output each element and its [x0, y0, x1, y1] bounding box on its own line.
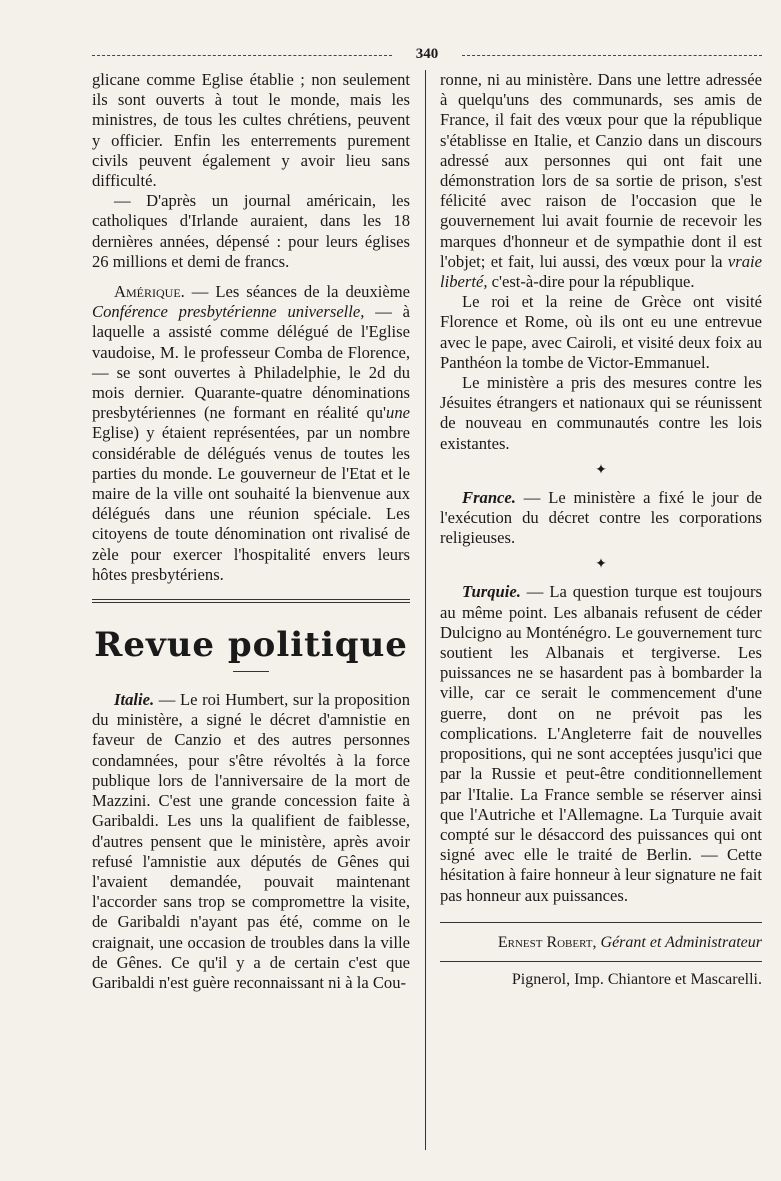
amerique-text-2: — à laquelle a assisté comme délégué de l'Eglise vaudoise, M. le professeur Comba de Florence, — se sont ouvertes à Philadelphie, le 2d du mois dernier. Quarante-quatre dénominations presbytériennes (ne formant en réalité qu': [92, 302, 410, 423]
signature-name: Ernest Robert,: [497, 933, 597, 951]
paragraph-eglise: glicane comme Eglise établie ; non seulement ils sont ouverts à tout le monde, mais les ministres, de tous les cultes chrétiens, peuvent y officier. Enfin les enterrements purement civils peuvent également y avoir lieu sans difficulté.: [92, 70, 410, 191]
turquie-text: — La question turque est toujours au même point. Les albanais refusent de céder Dulcigno au Monténégro. Le gouvernement turc soutient les Albanais et tergiverse. Les puissances ne se hasardent pas à bombarder la ville, car ce serait le commencement d'une guerre, dont on ne prévoit pas les complications. L'Angleterre fait de nouvelles propositions, qui ne sont acceptées jusqu'ici que par la Russie et peut-être conditionnellement par l'Italie. La France semble se réserver ainsi que l'Autriche et l'Allemagne. La Turquie avait compté sur le désaccord des puissances qui ont signé avec elle le traité de Berlin. — Cette hésitation à faire honneur à leur signature ne fait pas honneur aux puissances.: [440, 582, 762, 905]
paragraph-italie: [92, 690, 410, 993]
footer-rule-2: [440, 961, 762, 962]
header-rule-right: [462, 55, 762, 56]
separator-star-1: ✦: [595, 462, 607, 478]
conference-title: Conférence presbytérienne universelle,: [92, 302, 365, 322]
printer-line: Pignerol, Imp. Chiantore et Mascarelli.: [511, 970, 762, 988]
paragraph-irlande: — D'après un journal américain, les catholiques d'Irlande auraient, dans les 18 dernières années, dépensé : pour leurs églises 26 millions et demi de francs.: [92, 191, 410, 271]
paragraph-france: [440, 488, 762, 549]
left-column: [92, 70, 410, 993]
amerique-label: Amérique.: [114, 282, 185, 302]
signature-role: Gérant et Administrateur: [596, 933, 762, 951]
title-short-rule: [233, 671, 269, 672]
right-column: [440, 70, 762, 990]
page-header: [92, 46, 762, 64]
column-divider: [425, 70, 426, 1150]
paragraph-grece: Le roi et la reine de Grèce ont visité Florence et Rome, où ils ont eu une entrevue avec le pape, avec Cairoli, et visité deux foix au Panthéon la tombe de Victor-Emmanuel.: [440, 292, 762, 372]
italie-cont-text-2: c'est-à-dire pour la république.: [487, 272, 695, 292]
section-title: Revue politique: [94, 625, 408, 666]
separator-star-2: ✦: [595, 557, 607, 573]
header-rule-left: [92, 55, 392, 56]
paragraph-italie-continued: [440, 70, 762, 292]
amerique-une: une: [386, 403, 410, 423]
footer-rule: [440, 922, 762, 923]
signature: [440, 933, 762, 953]
section-rule: [92, 599, 410, 603]
page-number: 340: [415, 46, 439, 62]
italie-text: — Le roi Humbert, sur la proposition du ministère, a signé le décret d'amnistie en faveur de Canzio et des autres personnes condamnées, pour s'être révoltés à la force publique lors de l'anniversaire de la mort de Mazzini. C'est une grande concession faite à Garibaldi. Les uns la qualifient de faiblesse, d'autres pensent que le ministère, après avoir refusé l'amnistie aux députés de Gênes qui l'avaient demandée, pouvait maintenant l'accorder sans trop se compromettre la visite, de Garibaldi n'ayant pas été, comme on le craignait, une occasion de troubles dans la ville de Gênes. Ce qu'il y a de certain c'est que Garibaldi n'est guère reconnaissant ni à la Cou-: [92, 690, 410, 992]
france-text: — Le ministère a fixé le jour de l'exécution du décret contre les corporations religieuses.: [440, 487, 762, 548]
vraie-liberte: vraie liberté,: [440, 251, 762, 292]
france-label: France.: [462, 487, 516, 507]
amerique-text-1: — Les séances de la deuxième: [184, 282, 410, 302]
turquie-label: Turquie.: [462, 582, 521, 602]
paragraph-turquie: [440, 582, 762, 905]
paragraph-amerique: [92, 282, 410, 585]
italie-cont-text-1: ronne, ni au ministère. Dans une lettre adressée à quelqu'uns des communards, ses amis de France, il fait des vœux pour que la république s'établisse en Italie, et Canzio dans un discours adressé aux personnes qui ont fait une démonstration lors de sa sortie de prison, s'est félicité avec raison de l'occasion que le gouvernement lui avait fournie de recevoir les marques d'honneur et de sympathie dont il est l'objet; et fait, lui aussi, des vœux pour la: [440, 70, 762, 271]
amerique-text-3: Eglise) y étaient représentées, par un nombre considérable de délégués venus de toutes les parties du monde. Le gouverneur de l'Etat et le maire de la ville ont souhaité la bienvenue aux délégués dans une réunion spéciale. Les citoyens de toute dénomination ont rivalisé de zèle pour exercer l'hospitalité envers leurs hôtes presbytériens.: [92, 423, 410, 584]
italie-label: Italie.: [114, 690, 155, 710]
paragraph-ministere: Le ministère a pris des mesures contre les Jésuites étrangers et nationaux qui se réunissent de nouveau en communautés contre les lois existantes.: [440, 373, 762, 453]
